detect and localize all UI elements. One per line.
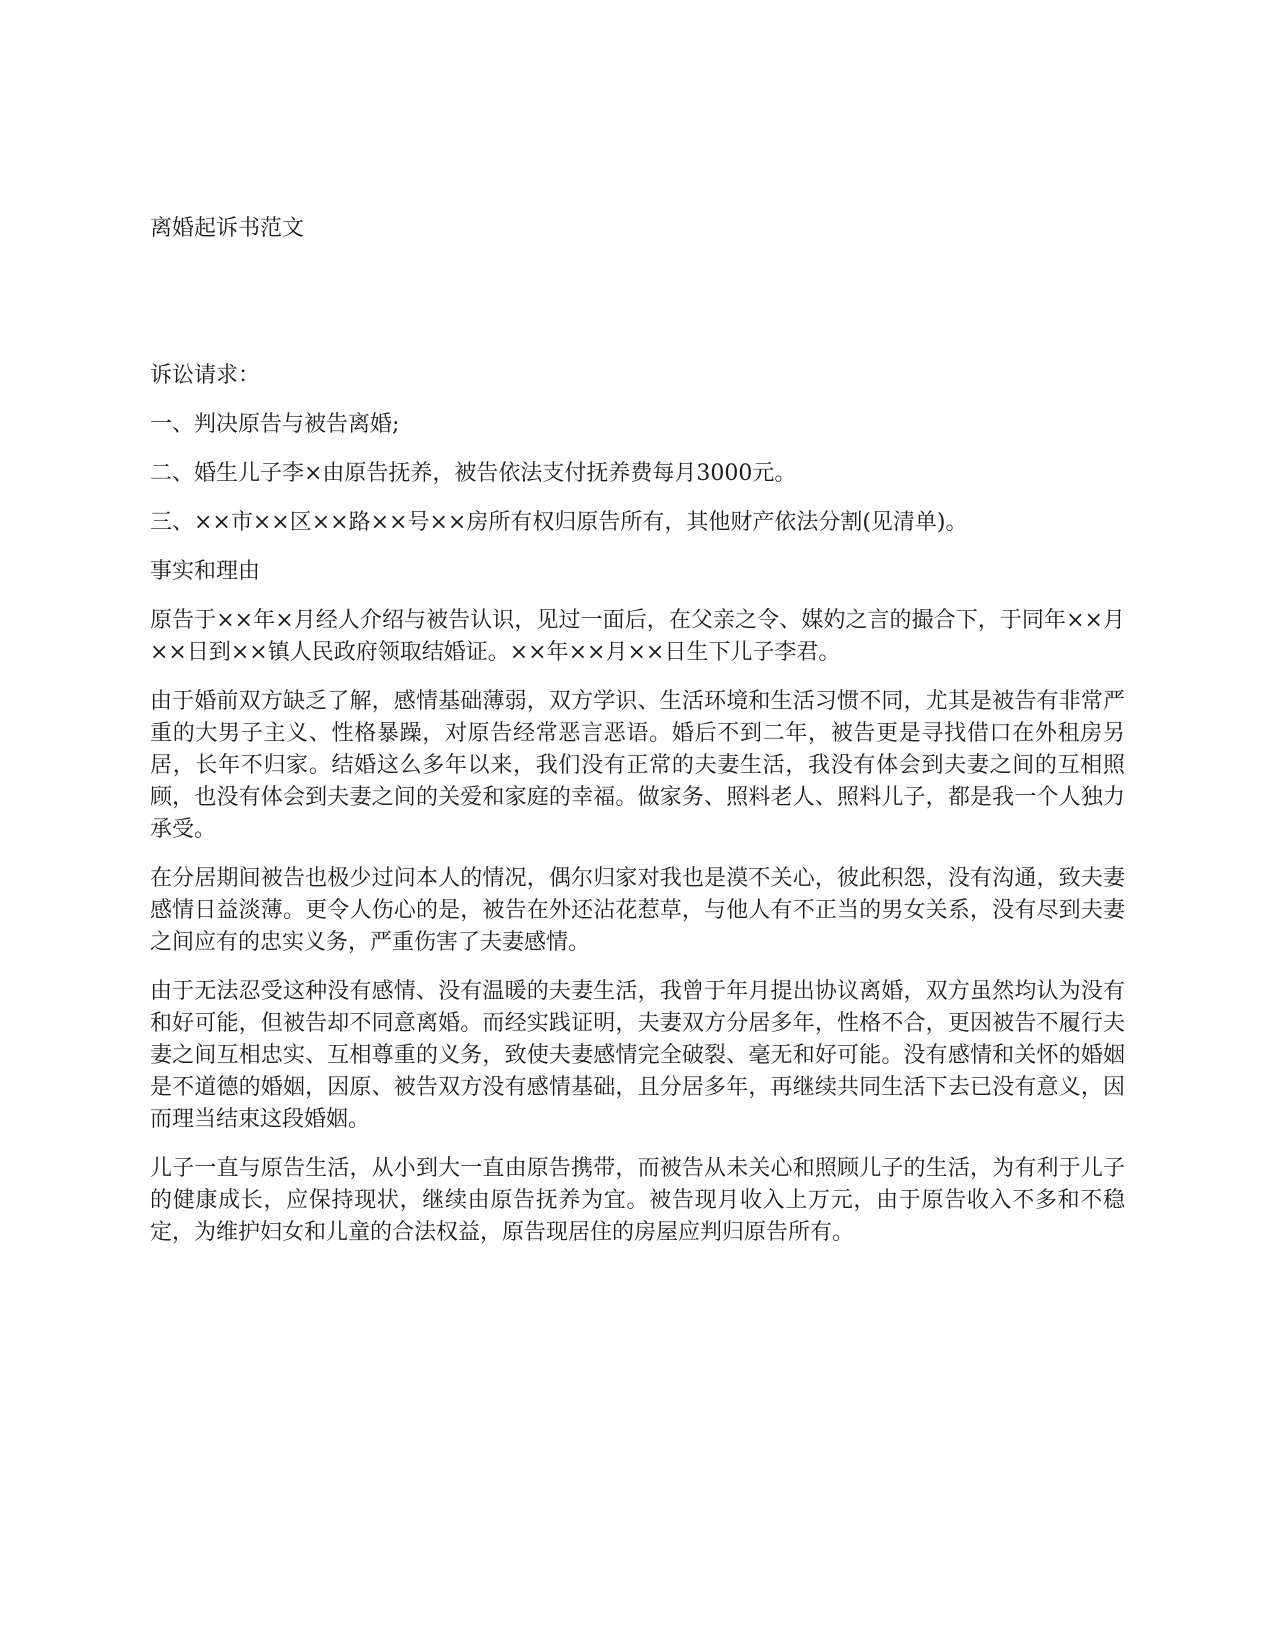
body-paragraph: 由于无法忍受这种没有感情、没有温暖的夫妻生活，我曾于年月提出协议离婚，双方虽然均认为没有和好可能，但被告却不同意离婚。而经实践证明，夫妻双方分居多年，性格不合，更因被告不履行夫妻之间互相忠实、互相尊重的义务，致使夫妻感情完全破裂、毫无和好可能。没有感情和关怀的婚姻是不道德的婚姻，因原、被告双方没有感情基础，且分居多年，再继续共同生活下去已没有意义，因而理当结束这段婚姻。 bbox=[150, 979, 1125, 1132]
claim-item: 二、婚生儿子李×由原告抚养，被告依法支付抚养费每月3000元。 bbox=[150, 461, 797, 486]
body-paragraph: 儿子一直与原告生活，从小到大一直由原告携带，而被告从未关心和照顾儿子的生活，为有利于儿子的健康成长，应保持现状，继续由原告抚养为宜。被告现月收入上万元，由于原告收入不多和不稳定，为维护妇女和儿童的合法权益，原告现居住的房屋应判归原告所有。 bbox=[150, 1156, 1125, 1245]
document-title: 离婚起诉书范文 bbox=[150, 216, 305, 241]
document-body bbox=[150, 360, 1125, 1266]
claim-item: 一、判决原告与被告离婚; bbox=[150, 412, 400, 437]
claim-item: 三、××市××区××路××号××房所有权归原告所有，其他财产依法分割(见清单)。 bbox=[150, 510, 968, 535]
body-paragraph: 由于婚前双方缺乏了解，感情基础薄弱，双方学识、生活环境和生活习惯不同，尤其是被告有非常严重的大男子主义、性格暴躁，对原告经常恶言恶语。婚后不到二年，被告更是寻找借口在外租房另居，长年不归家。结婚这么多年以来，我们没有正常的夫妻生活，我没有体会到夫妻之间的互相照顾，也没有体会到夫妻之间的关爱和家庭的幸福。做家务、照料老人、照料儿子，都是我一个人独力承受。 bbox=[150, 689, 1125, 842]
body-paragraph: 在分居期间被告也极少过问本人的情况，偶尔归家对我也是漠不关心，彼此积怨，没有沟通，致夫妻感情日益淡薄。更令人伤心的是，被告在外还沾花惹草，与他人有不正当的男女关系，没有尽到夫妻之间应有的忠实义务，严重伤害了夫妻感情。 bbox=[150, 866, 1125, 955]
facts-heading: 事实和理由 bbox=[150, 559, 261, 584]
body-paragraph: 原告于××年×月经人介绍与被告认识，见过一面后，在父亲之令、媒妁之言的撮合下，于同年××月××日到××镇人民政府领取结婚证。××年××月××日生下儿子李君。 bbox=[150, 608, 1125, 665]
claims-heading: 诉讼请求： bbox=[150, 363, 261, 388]
